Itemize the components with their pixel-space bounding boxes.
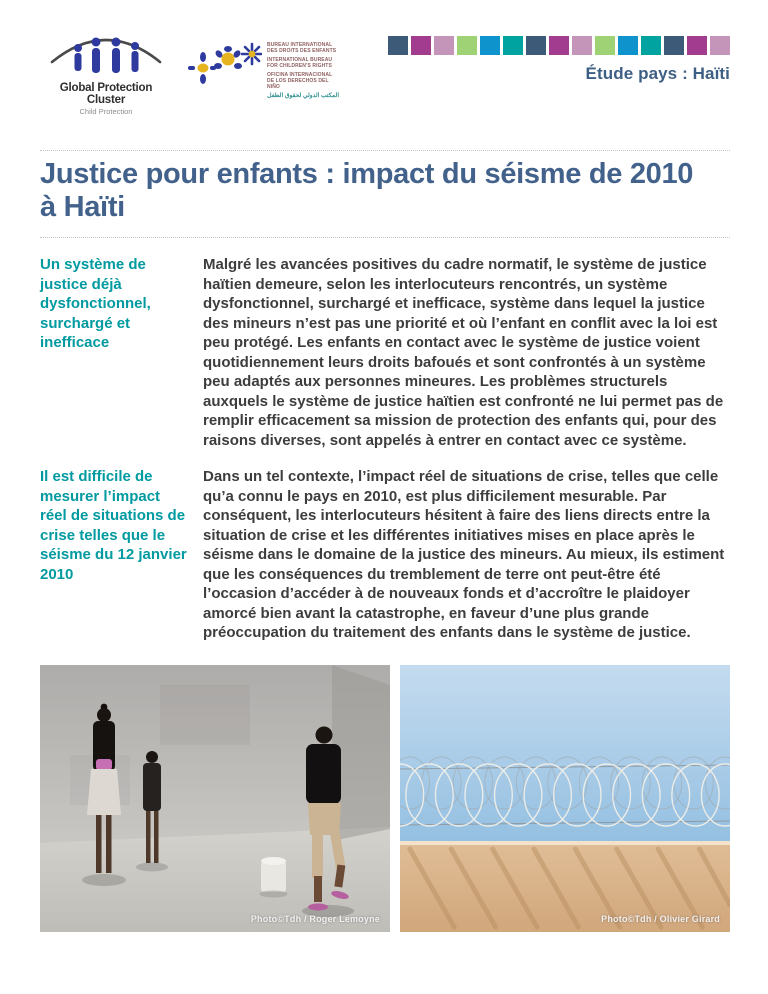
- color-square: [457, 36, 477, 55]
- ibcr-starburst-icon: [188, 42, 262, 91]
- photo-children-concrete-wall: [40, 665, 390, 932]
- color-square: [710, 36, 730, 55]
- ibcr-logo: [188, 42, 339, 102]
- photo-credit: Photo©Tdh / Olivier Girard: [601, 913, 720, 924]
- ibcr-line-fr: BUREAU INTERNATIONAL DES DROITS DES ENFANTS: [267, 42, 337, 54]
- ibcr-line-en: INTERNATIONAL BUREAU FOR CHILDREN’S RIGHTS: [267, 57, 333, 69]
- gpc-logo-title: Global Protection Cluster: [59, 82, 153, 106]
- edition-label: Étude pays : Haïti: [585, 64, 730, 83]
- page-header: [40, 0, 730, 116]
- page-title: Justice pour enfants : impact du séisme de 2010 à Haïti: [40, 158, 694, 223]
- gpc-logo-subtitle: Child Protection: [79, 107, 133, 116]
- color-square: [595, 36, 615, 55]
- photo-razor-wire-wall: [400, 665, 730, 932]
- gpc-people-arc-icon: [48, 63, 164, 80]
- color-square: [434, 36, 454, 55]
- bucket: [260, 857, 288, 898]
- color-square: [388, 36, 408, 55]
- photo-credit: Photo©Tdh / Roger Lemoyne: [250, 913, 380, 924]
- color-square: [480, 36, 500, 55]
- color-square: [618, 36, 638, 55]
- ibcr-line-ar: المكتب الدولي لحقوق الطفل: [267, 93, 339, 99]
- ibcr-line-es: OFICINA INTERNACIONAL DE LOS DERECHOS DEL NIÑO: [267, 72, 333, 90]
- color-square: [411, 36, 431, 55]
- ibcr-logo-text: [267, 42, 339, 102]
- title-block: [40, 150, 730, 238]
- section-impact-measure: [40, 467, 730, 643]
- section-dysfunctional-system: [40, 255, 730, 450]
- color-square: [549, 36, 569, 55]
- color-square: [687, 36, 707, 55]
- gpc-logo: [40, 26, 172, 116]
- section-body: Malgré les avancées positives du cadre normatif, le système de justice haïtien demeure, selon les interlocuteurs rencontrés, un système dysfonctionnel, surchargé et inefficace, système dans lequel la justice des mineurs n’est pas une priorité et où l’enfant en conflit avec la loi est peu protégé. Les enfants en contact avec le système de justice voient quotidiennement leurs droits bafoués et sont confrontés à un système peu adaptés aux personnes mineures. Les problèmes structurels auxquels le système de justice haïtien est confronté ne lui permet pas de remplir efficacement sa mission de protection des enfants qui, pour des raisons diverses, sont appelés à entrer en contact avec ce système.: [203, 256, 724, 449]
- color-square: [641, 36, 661, 55]
- section-heading: Il est difficile de mesurer l’impact réel de situations de crise telles que le séisme du 12 janvier 2010: [40, 468, 187, 583]
- color-square: [572, 36, 592, 55]
- section-heading: Un système de justice déjà dysfonctionnel, surchargé et inefficace: [40, 256, 151, 351]
- color-square: [664, 36, 684, 55]
- photo-razor-wire-illustration: [400, 665, 730, 932]
- color-square: [503, 36, 523, 55]
- header-right: [388, 36, 730, 84]
- photo-children-illustration: [40, 665, 390, 932]
- section-body: Dans un tel contexte, l’impact réel de situations de crise, telles que celle qu’a connu le pays en 2010, est plus difficilement mesurable. Par conséquent, les interlocuteurs hésitent à faire des liens directs entre la situation de crise et les différentes initiatives mises en place après le séisme dans le domaine de la justice des mineurs. Au mieux, ils estiment que les conséquences du tremblement de terre ont peut-être été l’occasion d’accéder à de nouveaux fonds et d’accroître le plaidoyer amorcé bien avant la catastrophe, en faveur d’une plus grande préoccupation du traitement des enfants dans le système de justice.: [203, 468, 725, 641]
- color-square: [526, 36, 546, 55]
- color-squares: [388, 36, 730, 55]
- photo-row: [40, 665, 730, 932]
